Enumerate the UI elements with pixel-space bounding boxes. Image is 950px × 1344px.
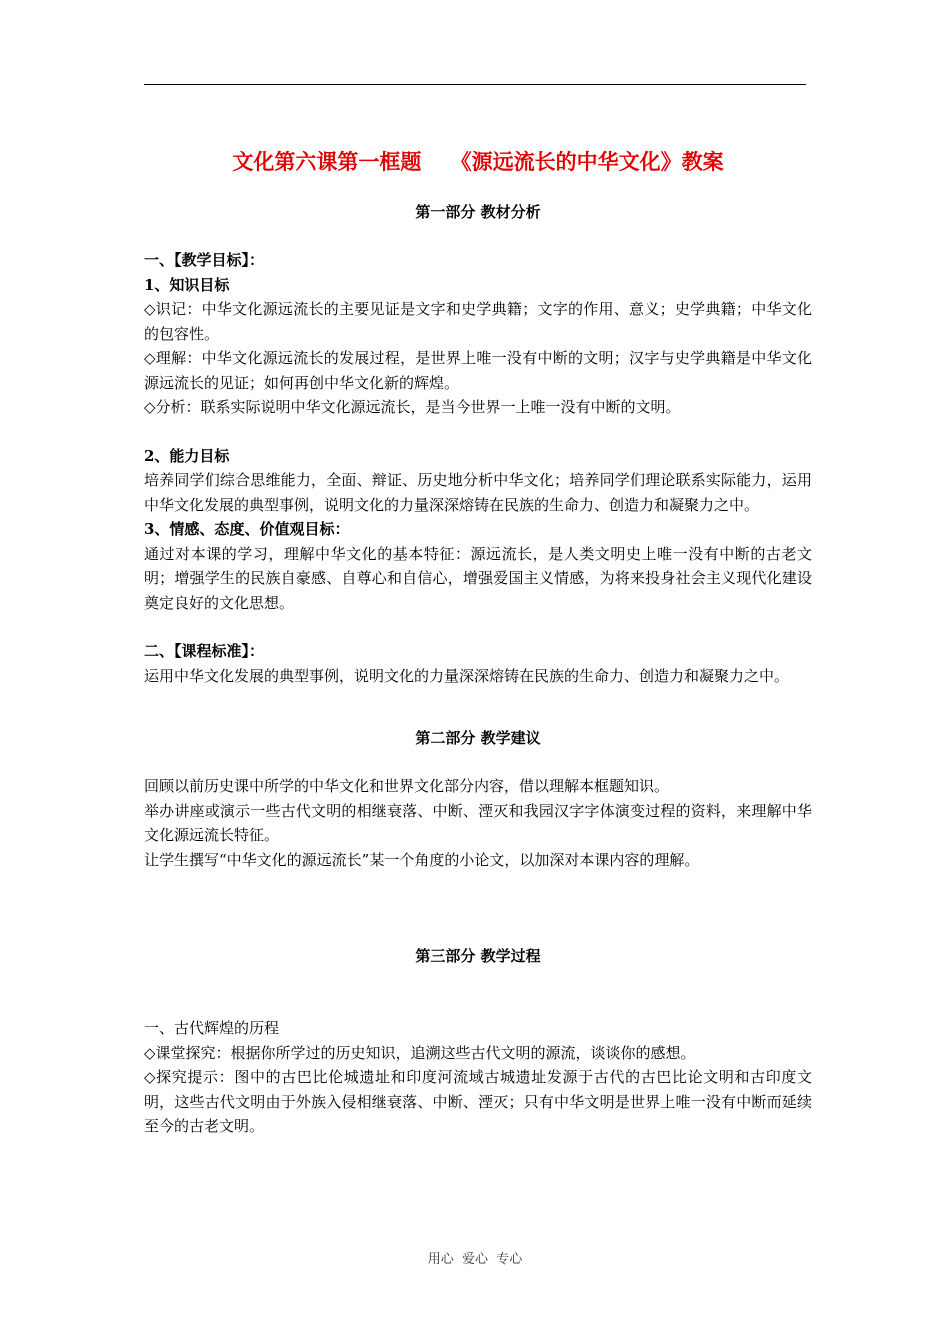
explore-text: ◇课堂探究：根据你所学过的历史知识，追溯这些古代文明的源流，谈谈你的感想。 bbox=[144, 1043, 696, 1062]
section1-heading: 一、古代辉煌的历程 bbox=[144, 1019, 280, 1037]
emotion-heading: 3、情感、态度、价值观目标： bbox=[144, 520, 350, 538]
standard-heading: 二、【课程标准】： bbox=[144, 642, 265, 660]
knowledge-item: ◇理解：中华文化源远流长的发展过程，是世界上唯一没有中断的文明；汉字与史学典籍是中华文化源远流长的见证；如何再创中华文化新的辉煌。 bbox=[144, 349, 812, 392]
document-title: 文化第六课第一框题 《源远流长的中华文化》教案 bbox=[232, 149, 724, 174]
part1-heading: 第一部分 教材分析 bbox=[415, 203, 541, 221]
knowledge-item: ◇识记：中华文化源远流长的主要见证是文字和史学典籍；文字的作用、意义；史学典籍；中华文化的包容性。 bbox=[144, 300, 812, 343]
part3-heading: 第三部分 教学过程 bbox=[415, 947, 541, 965]
ability-text: 培养同学们综合思维能力，全面、辩证、历史地分析中华文化；培养同学们理论联系实际能力，运用中华文化发展的典型事例，说明文化的力量深深熔铸在民族的生命力、创造力和凝聚力之中。 bbox=[144, 471, 812, 514]
hint-text: ◇探究提示：图中的古巴比伦城遗址和印度河流域古城遗址发源于古代的古巴比论文明和古印度文明，这些古代文明由于外族入侵相继衰落、中断、湮灭；只有中华文明是世界上唯一没有中断而延续至今的古老文明。 bbox=[144, 1068, 812, 1135]
knowledge-heading: 1、知识目标 bbox=[144, 275, 230, 294]
knowledge-item: ◇分析：联系实际说明中华文化源远流长，是当今世界一上唯一没有中断的文明。 bbox=[144, 398, 681, 416]
suggestion-item: 举办讲座或演示一些古代文明的相继衰落、中断、湮灭和我园汉字字体演变过程的资料，来理解中华文化源远流长特征。 bbox=[144, 801, 812, 844]
document-body bbox=[144, 146, 812, 1139]
emotion-text: 通过对本课的学习，理解中华文化的基本特征：源远流长，是人类文明史上唯一没有中断的古老文明；增强学生的民族自豪感、自尊心和自信心，增强爱国主义情感，为将来投身社会主义现代化建设奠定良好的文化思想。 bbox=[144, 544, 812, 612]
suggestion-item: 让学生撰写“中华文化的源远流长”某一个角度的小论文，以加深对本课内容的理解。 bbox=[144, 850, 700, 869]
goals-heading: 一、【教学目标】： bbox=[144, 251, 265, 269]
header-rule bbox=[144, 84, 806, 85]
suggestion-item: 回顾以前历史课中所学的中华文化和世界文化部分内容，借以理解本框题知识。 bbox=[144, 777, 670, 795]
page-footer: 用心 爱心 专心 bbox=[427, 1252, 523, 1267]
standard-text: 运用中华文化发展的典型事例，说明文化的力量深深熔铸在民族的生命力、创造力和凝聚力之中。 bbox=[144, 666, 790, 685]
ability-heading: 2、能力目标 bbox=[144, 446, 230, 465]
part2-heading: 第二部分 教学建议 bbox=[415, 729, 541, 747]
